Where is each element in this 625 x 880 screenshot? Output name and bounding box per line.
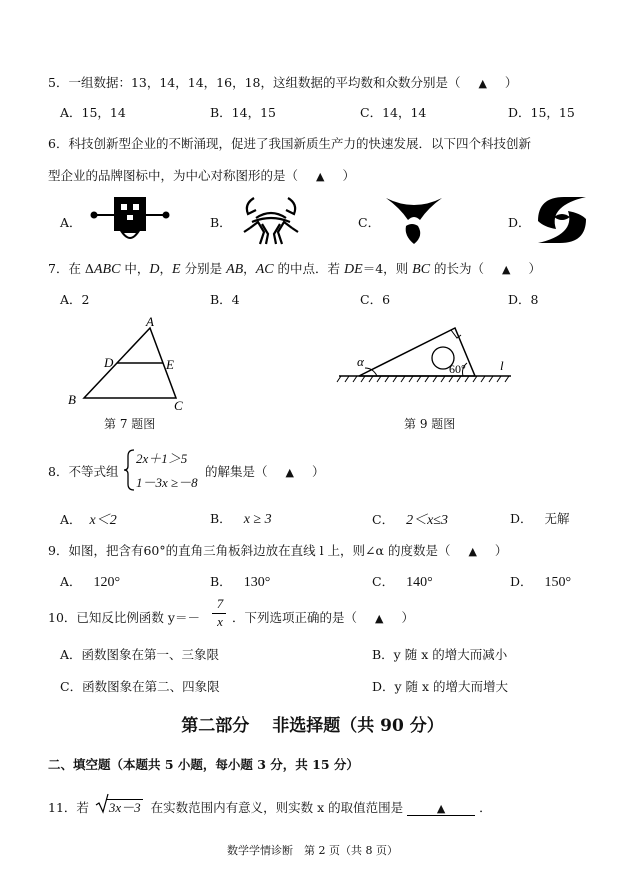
q10-option-d: D．y 随 x 的增大而增大 — [372, 679, 509, 694]
crab-logo-icon — [240, 192, 302, 248]
q7-text: ＝4，则 — [362, 261, 413, 276]
q8-inequality-2: 1－3x ≥－8 — [136, 475, 198, 490]
option-letter: C． — [372, 574, 395, 589]
q8-brace-icon — [124, 448, 136, 492]
q8-inequality-1: 2x＋1＞5 — [136, 451, 188, 466]
section2-title: 二、填空题（本题共 5 小题，每小题 3 分，共 15 分） — [48, 757, 359, 772]
figure-7-caption: 第 7 题图 — [104, 417, 156, 431]
option-letter: B． — [210, 511, 232, 526]
q8-prefix: 8．不等式组 — [48, 464, 119, 479]
answer-blank-mark: ▲ — [468, 545, 477, 558]
option-value: x＜2 — [89, 513, 117, 528]
option-letter: D． — [510, 511, 533, 526]
q7-text: 的长为（ — [430, 261, 485, 276]
sqrt-expression — [95, 797, 143, 816]
fig7-label-d: D — [104, 355, 114, 370]
q7-bc: BC — [412, 262, 431, 277]
q8-text: 的解集是（ — [205, 464, 268, 479]
q7-de: DE — [344, 262, 363, 277]
q9-option-b — [210, 572, 270, 591]
q6-option-b-label: B． — [210, 215, 232, 230]
option-value: 150° — [544, 575, 572, 590]
q8-option-b — [210, 509, 272, 528]
q6-option-c-label: C． — [358, 215, 381, 230]
answer-blank-mark: ▲ — [375, 612, 384, 625]
option-letter: D． — [510, 574, 533, 589]
q7-text: ， — [243, 261, 256, 276]
tri-blade-logo-icon — [384, 196, 444, 246]
fig9-label-l: l — [500, 358, 504, 373]
q11-radicand: 3x－3 — [108, 800, 141, 815]
swirl-logo-icon — [534, 193, 590, 247]
option-value: 140° — [406, 575, 433, 590]
q6-option-a-label: A． — [60, 215, 82, 230]
answer-blank-mark: ▲ — [316, 170, 325, 183]
q7-text: 分别是 — [180, 261, 227, 276]
q10-numerator: 7 — [216, 596, 224, 611]
q7-text: 中， — [120, 261, 150, 276]
q7-abc: ABC — [93, 262, 121, 277]
q8-option-a — [60, 509, 117, 529]
paren-close: ） — [528, 261, 541, 276]
answer-blank-mark: ▲ — [436, 802, 446, 815]
q6-line1: 6．科技创新型企业的不断涌现，促进了我国新质生产力的快速发展．以下四个科技创新 — [48, 136, 531, 151]
option-value: 无解 — [544, 511, 570, 526]
q6-option-d-label: D． — [508, 215, 531, 230]
q7-option-b: B．4 — [210, 292, 240, 307]
q7-option-d: D．8 — [508, 292, 539, 307]
figure-9-set-square — [335, 318, 515, 388]
q5-option-a: A．15，14 — [60, 105, 126, 120]
paren-close: ） — [311, 464, 325, 479]
fig7-label-b: B — [68, 392, 76, 407]
q11-stem — [48, 797, 492, 816]
q11-end: ． — [479, 800, 492, 815]
q5-option-d: D．15，15 — [508, 105, 575, 120]
q7-text: ， — [159, 261, 173, 276]
q5-stem — [48, 73, 517, 91]
answer-blank-mark: ▲ — [285, 466, 294, 479]
fig9-label-alpha: α — [357, 354, 364, 369]
part2-title: 第二部分 非选择题（共 90 分） — [181, 716, 444, 736]
q7-ab: AB — [226, 262, 244, 277]
option-letter: A． — [60, 512, 82, 527]
fig9-label-60: 60° — [449, 362, 466, 376]
q5-text: 5．一组数据：13，14，14，16，18，这组数据的平均数和众数分别是（ — [48, 75, 461, 90]
page-footer: 数学学情诊断 第 2 页（共 8 页） — [227, 844, 398, 857]
paren-close: ） — [494, 543, 508, 558]
q7-e: E — [172, 262, 181, 277]
q9-stem — [48, 541, 507, 559]
q7-text: 的中点．若 — [273, 261, 345, 276]
figure-9-caption: 第 9 题图 — [404, 417, 456, 431]
q10-text: ．下列选项正确的是（ — [232, 610, 358, 625]
q7-option-a: A．2 — [60, 292, 90, 307]
q11-text: 11．若 — [48, 800, 89, 815]
fig7-label-e: E — [166, 357, 174, 372]
q8-suffix — [205, 462, 324, 480]
q10-denominator: x — [217, 614, 223, 629]
q6-text: 型企业的品牌图标中，为中心对称图形的是（ — [48, 168, 299, 183]
q10-option-c: C．函数图象在第二、四象限 — [60, 679, 220, 694]
q5-option-c: C．14，14 — [360, 105, 427, 120]
q8-option-c — [372, 509, 448, 529]
option-value: x ≥ 3 — [243, 512, 272, 527]
figure-7-triangle — [60, 312, 210, 412]
q11-text: 在实数范围内有意义，则实数 x 的取值范围是 — [150, 800, 404, 815]
q10-prefix: 10．已知反比例函数 y＝－ — [48, 610, 200, 625]
answer-blank-mark: ▲ — [478, 77, 487, 90]
q7-text: 7．在 Δ — [48, 261, 94, 276]
option-letter: A． — [60, 574, 82, 589]
radical-sign-icon — [95, 793, 109, 815]
option-value: 130° — [243, 575, 271, 590]
paren-close: ） — [401, 610, 414, 625]
q9-option-a — [60, 572, 120, 591]
fig7-label-c: C — [174, 398, 183, 413]
q10-option-b: B．y 随 x 的增大而减小 — [372, 647, 508, 662]
fig7-label-a: A — [146, 314, 154, 329]
q7-stem — [48, 259, 541, 278]
option-letter: B． — [210, 574, 232, 589]
q8-option-d — [510, 509, 570, 527]
answer-blank-line — [407, 800, 475, 816]
q10-option-a: A．函数图象在第一、三象限 — [60, 647, 220, 662]
option-value: 120° — [93, 575, 121, 590]
q9-option-d — [510, 572, 571, 591]
robot-logo-icon — [90, 193, 170, 249]
paren-close: ） — [504, 75, 518, 90]
q10-suffix — [232, 608, 414, 626]
q6-line2 — [48, 166, 355, 184]
option-letter: C． — [372, 512, 395, 527]
paren-close: ） — [342, 168, 355, 183]
q7-d: D — [149, 262, 160, 277]
q9-text: 9．如图，把含有60°的直角三角板斜边放在直线 l 上，则∠α 的度数是（ — [48, 543, 451, 558]
answer-blank-mark: ▲ — [502, 263, 511, 276]
q5-option-b: B．14，15 — [210, 105, 276, 120]
q7-option-c: C．6 — [360, 292, 391, 307]
q7-ac: AC — [255, 262, 274, 277]
q9-option-c — [372, 572, 433, 591]
option-value: 2＜x≤3 — [406, 513, 448, 528]
